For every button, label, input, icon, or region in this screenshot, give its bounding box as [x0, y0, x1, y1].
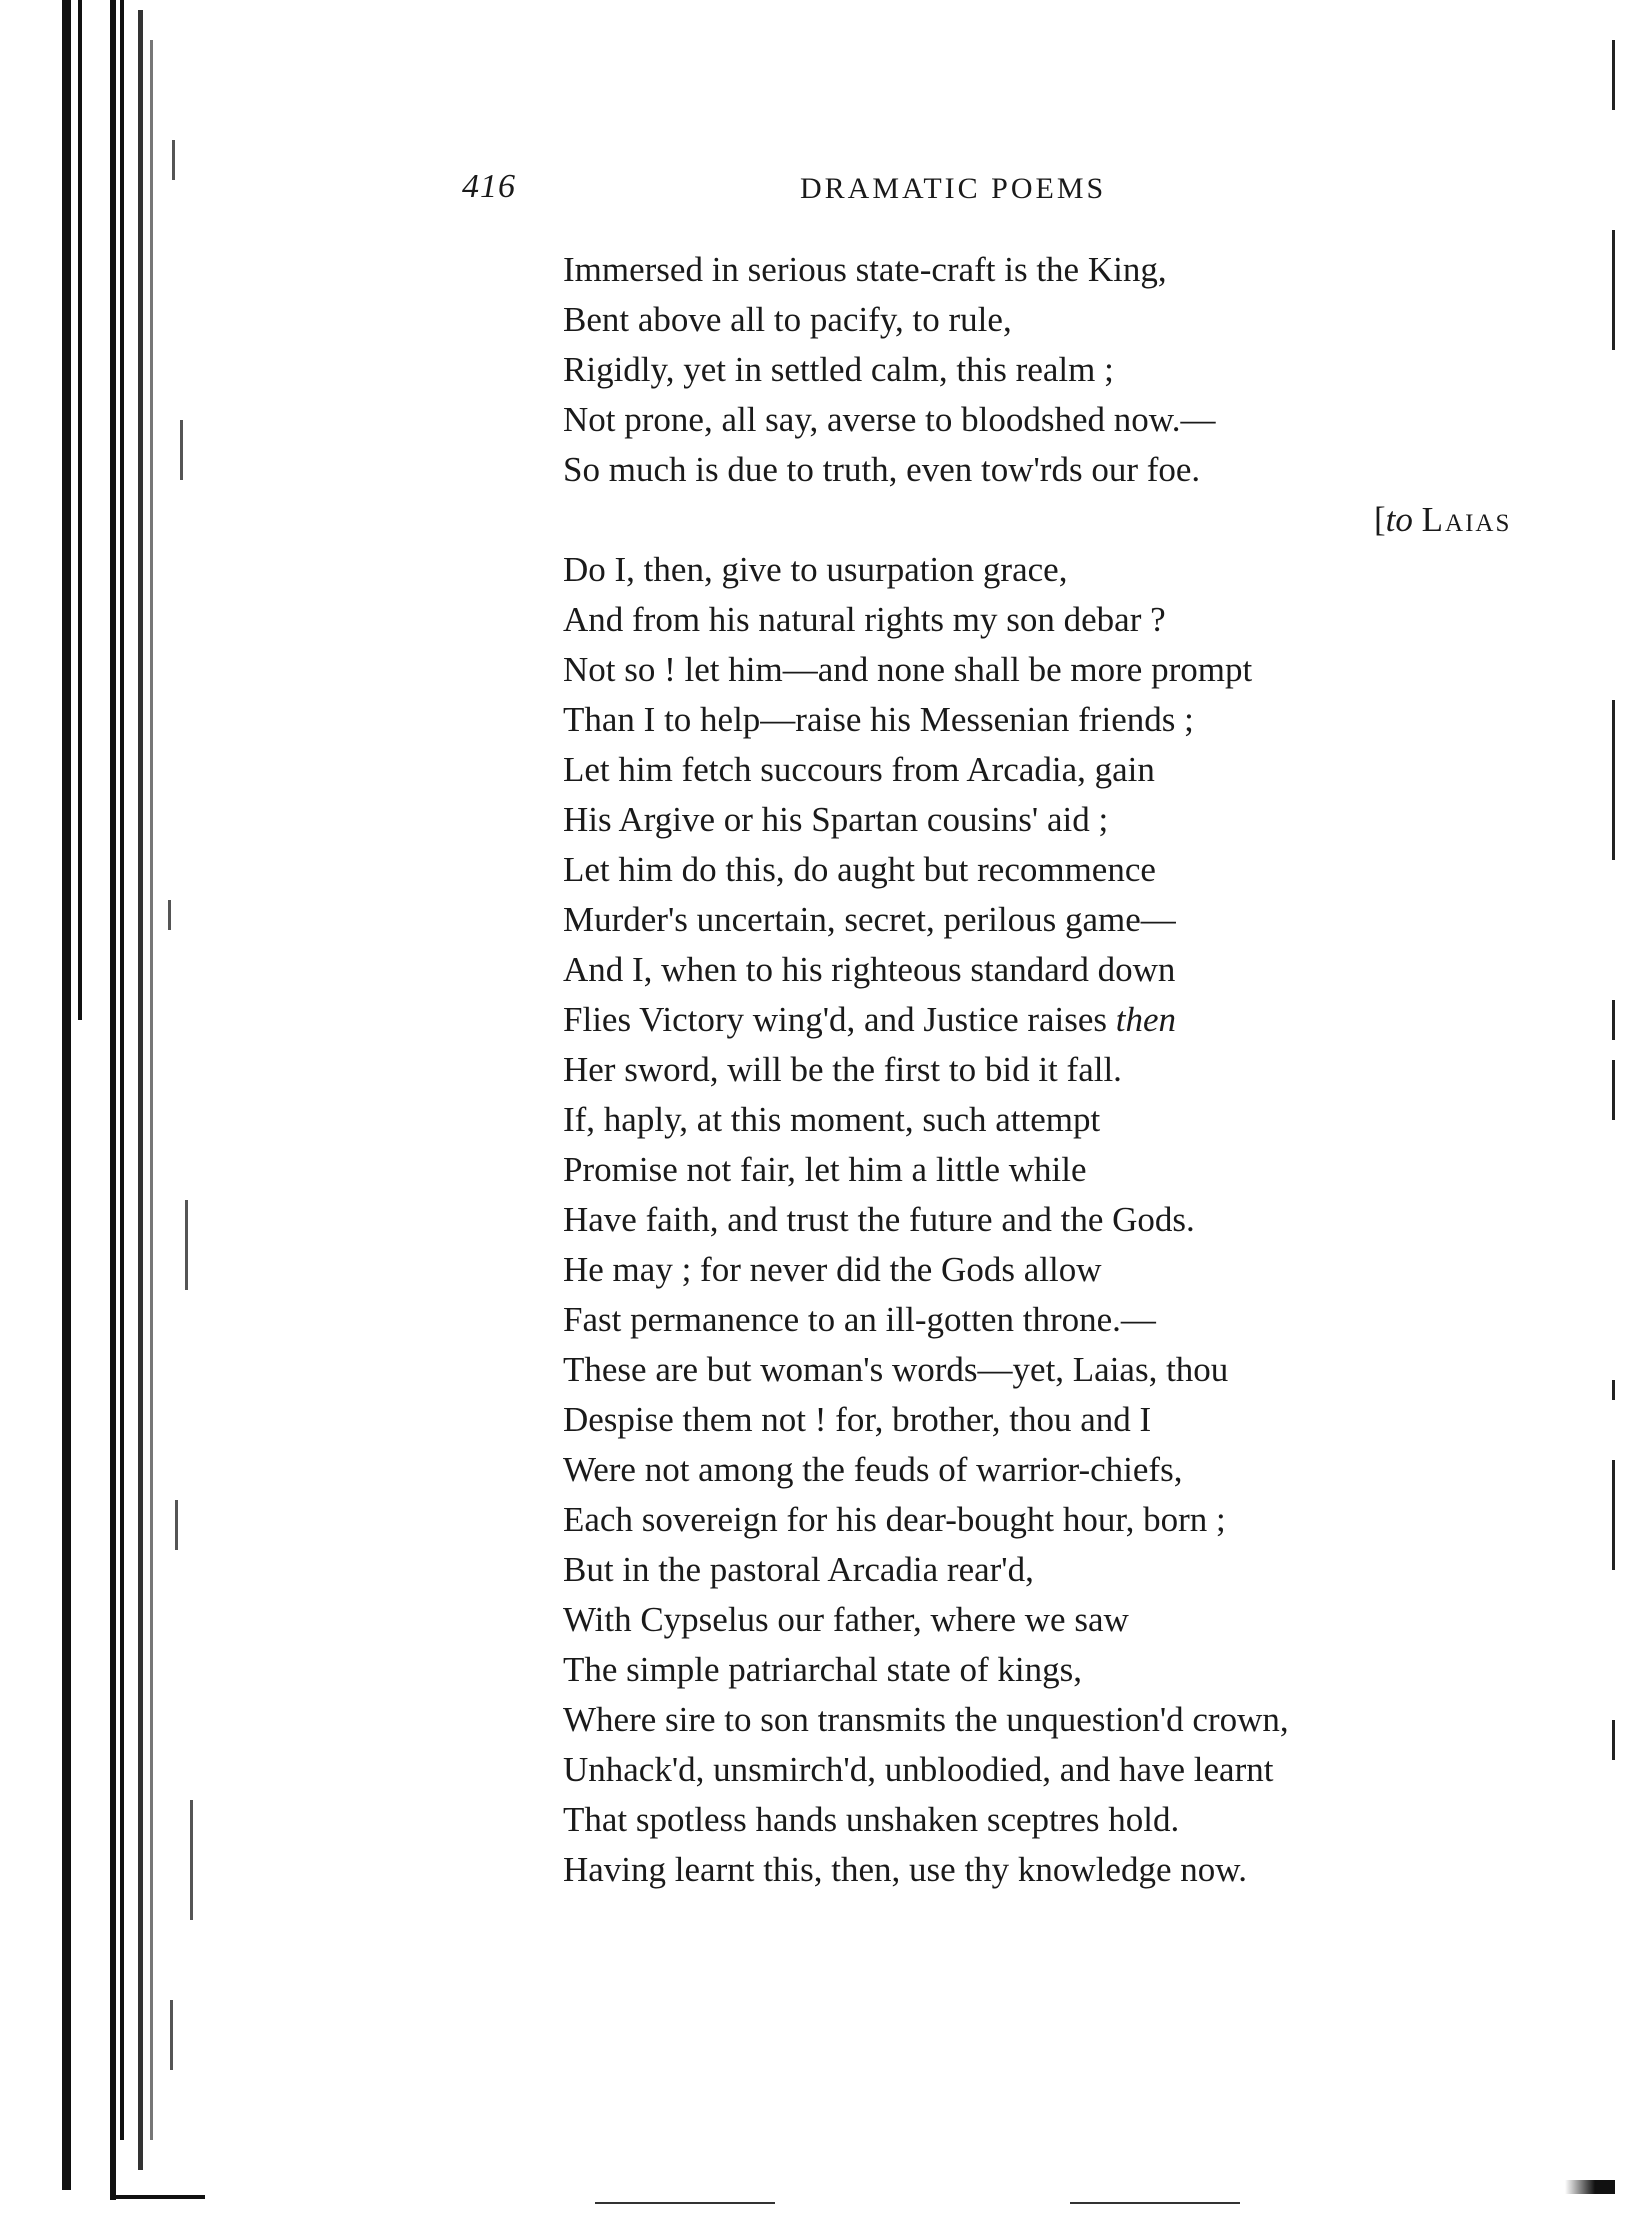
verse-line: The simple patriarchal state of kings,	[563, 1650, 1083, 1689]
verse-line: If, haply, at this moment, such attempt	[563, 1100, 1101, 1139]
running-head: DRAMATIC POEMS	[800, 172, 1107, 205]
verse-line: Do I, then, give to usurpation grace,	[563, 550, 1068, 589]
scan-rule	[1070, 2202, 1240, 2204]
verse-line: Promise not fair, let him a little while	[563, 1150, 1087, 1189]
verse-line: But in the pastoral Arcadia rear'd,	[563, 1550, 1034, 1589]
verse-line: Bent above all to pacify, to rule,	[563, 300, 1012, 339]
verse-line: Having learnt this, then, use thy knowledge now.	[563, 1850, 1247, 1889]
verse-line: Immersed in serious state-craft is the King,	[563, 250, 1167, 289]
stage-prefix: to	[1385, 500, 1413, 539]
page-edge-mark	[1612, 1460, 1615, 1570]
stage-direction-row	[563, 495, 1563, 545]
page-header	[0, 168, 1628, 212]
page-number: 416	[462, 168, 516, 205]
verse-line: These are but woman's words—yet, Laias, thou	[563, 1350, 1229, 1389]
italic-word: then	[1115, 1000, 1177, 1039]
verse-line: Murder's uncertain, secret, perilous game—	[563, 900, 1176, 939]
verse-line: Were not among the feuds of warrior-chiefs,	[563, 1450, 1183, 1489]
verse-line: Let him do this, do aught but recommence	[563, 850, 1156, 889]
stage-bracket: [	[1374, 500, 1386, 539]
scan-rule	[595, 2202, 775, 2204]
verse-line: Rigidly, yet in settled calm, this realm ;	[563, 350, 1114, 389]
verse-line-text: Flies Victory wing'd, and Justice raises	[563, 1000, 1108, 1039]
verse-line: Despise them not ! for, brother, thou and I	[563, 1400, 1152, 1439]
verse-line: His Argive or his Spartan cousins' aid ;	[563, 800, 1109, 839]
verse-line: Let him fetch succours from Arcadia, gain	[563, 750, 1155, 789]
page-edge-mark	[1612, 1060, 1615, 1120]
verse-line: Not prone, all say, averse to bloodshed now.—	[563, 400, 1216, 439]
verse-line: Each sovereign for his dear-bought hour, born ;	[563, 1500, 1226, 1539]
verse-line: He may ; for never did the Gods allow	[563, 1250, 1102, 1289]
verse-line: And from his natural rights my son debar ?	[563, 600, 1166, 639]
page-edge-mark	[1612, 40, 1615, 110]
stage-direction	[1374, 495, 1511, 545]
page-edge-mark	[1612, 1720, 1615, 1760]
verse-line: With Cypselus our father, where we saw	[563, 1600, 1129, 1639]
verse-line: Where sire to son transmits the unquestion'd crown,	[563, 1700, 1289, 1739]
page-corner-shadow	[1565, 2180, 1615, 2194]
verse-line: That spotless hands unshaken sceptres hold.	[563, 1800, 1180, 1839]
verse-block	[563, 245, 1563, 1895]
verse-line: Fast permanence to an ill-gotten throne.—	[563, 1300, 1156, 1339]
verse-line: Not so ! let him—and none shall be more prompt	[563, 650, 1253, 689]
verse-line: Her sword, will be the first to bid it fall.	[563, 1050, 1122, 1089]
page-edge-mark	[1612, 1000, 1615, 1040]
verse-line: And I, when to his righteous standard down	[563, 950, 1176, 989]
verse-line: Have faith, and trust the future and the Gods.	[563, 1200, 1195, 1239]
stage-character-name: Laias	[1421, 500, 1512, 539]
verse-line: Than I to help—raise his Messenian friends ;	[563, 700, 1194, 739]
page-edge-mark	[1612, 230, 1615, 350]
verse-line: So much is due to truth, even tow'rds our foe.	[563, 450, 1201, 489]
page-edge-mark	[1612, 1380, 1615, 1400]
page-edge-mark	[1612, 700, 1615, 860]
verse-line: Unhack'd, unsmirch'd, unbloodied, and have learnt	[563, 1750, 1274, 1789]
verse-line-with-italic	[563, 995, 1563, 1045]
binding-gutter	[0, 0, 215, 2223]
